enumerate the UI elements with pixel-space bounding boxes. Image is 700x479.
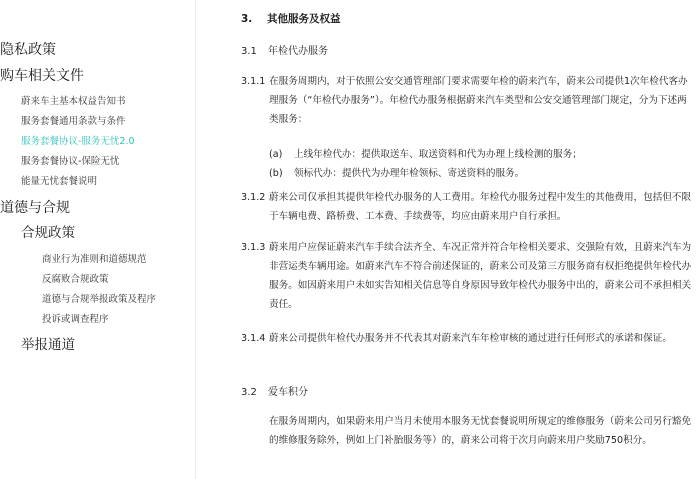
option-label: (a): [269, 149, 283, 160]
clause-text: 在服务周期内，对于依照公安交通管理部门要求需要年检的蔚来汽车，蔚来公司提供1次年检代客办理服务（“年检代办服务”）。年检代办服务根据蔚来汽车类型和公安交通管理部门规定，分为下述两类服务：: [269, 76, 688, 125]
sidebar-item-owner-rights-notice[interactable]: 蔚来车主基本权益告知书: [21, 96, 126, 107]
subsection-heading-3-1: [241, 42, 328, 57]
clause-text: 蔚来公司提供年检代办服务并不代表其对蔚来汽车年检审核的通过进行任何形式的承诺和保证。: [269, 333, 672, 344]
sidebar-item-whistleblowing-policy[interactable]: 道德与合规举报政策及程序: [42, 294, 157, 305]
clause-3-1-1: [241, 72, 693, 129]
sidebar-item-energy-worry-free[interactable]: 能量无忧套餐说明: [21, 176, 98, 187]
sidebar-item-complaint-procedure[interactable]: 投诉或调查程序: [42, 314, 109, 325]
sidebar-item-insurance-worry-free[interactable]: 服务套餐协议-保险无忧: [21, 156, 120, 167]
sidebar-item-report-channel[interactable]: 举报通道: [21, 337, 75, 353]
clause-3-1-4: [241, 329, 693, 348]
option-b: [269, 164, 689, 183]
sidebar-item-compliance-policy[interactable]: 合规政策: [21, 225, 75, 241]
sidebar-item-purchase-documents[interactable]: 购车相关文件: [0, 68, 84, 84]
document-content: [196, 0, 700, 479]
subsection-title: 年检代办服务: [268, 46, 328, 57]
section-number: 3.: [241, 13, 253, 25]
option-text: 上线年检代办：提供取送车、取送资料和代为办理上线检测的服务；: [294, 149, 582, 160]
subsection-heading-3-2: [241, 383, 308, 398]
option-text: 领标代办：提供代为办理年检领标、寄送资料的服务。: [294, 168, 525, 179]
clause-3-1-2: [241, 188, 693, 226]
clause-number: 3.1.2: [241, 192, 266, 203]
sidebar-item-service-worry-free-2[interactable]: 服务套餐协议-服务无忧2.0: [21, 136, 135, 147]
section-title: 其他服务及权益: [267, 13, 341, 25]
clause-text: 蔚来用户应保证蔚来汽车手续合法齐全、车况正常并符合年检相关要求、交强险有效，且蔚来汽车为非营运类车辆用途。如蔚来汽车不符合前述保证的，蔚来公司及第三方服务商有权拒绝提供年检代办服务。如因蔚来用户未如实告知相关信息等自身原因导致年检代办服务中出的，蔚来公司不承担相关责任。: [269, 242, 692, 310]
section-heading: [241, 11, 341, 26]
paragraph-3-2: 在服务周期内，如果蔚来用户当月未使用本服务无忧套餐说明所规定的维修服务（蔚来公司另行豁免的维修服务除外，例如上门补胎服务等）的，蔚来公司将于次月向蔚来用户奖励750积分。: [269, 416, 692, 446]
clause-number: 3.1.4: [241, 333, 266, 344]
sidebar-nav: [0, 0, 196, 479]
clause-3-1-3: [241, 238, 693, 314]
sidebar-item-privacy-policy[interactable]: 隐私政策: [0, 42, 56, 58]
clause-text: 蔚来公司仅承担其提供年检代办服务的人工费用。年检代办服务过程中发生的其他费用，包括但不限于车辆电费、路桥费、工本费、手续费等，均应由蔚来用户自行承担。: [269, 192, 692, 222]
clause-number: 3.1.1: [241, 76, 266, 87]
subsection-number: 3.2: [241, 387, 257, 398]
option-label: (b): [269, 168, 283, 179]
sidebar-item-business-conduct[interactable]: 商业行为准则和道德规范: [42, 254, 147, 265]
sidebar-item-anti-corruption[interactable]: 反腐败合规政策: [42, 274, 109, 285]
clause-number: 3.1.3: [241, 242, 266, 253]
subsection-number: 3.1: [241, 46, 257, 57]
option-a: [269, 145, 689, 164]
sidebar-item-service-package-terms[interactable]: 服务套餐通用条款与条件: [21, 116, 126, 127]
sidebar-item-ethics-compliance[interactable]: 道德与合规: [0, 200, 70, 216]
subsection-title: 爱车积分: [268, 387, 308, 398]
